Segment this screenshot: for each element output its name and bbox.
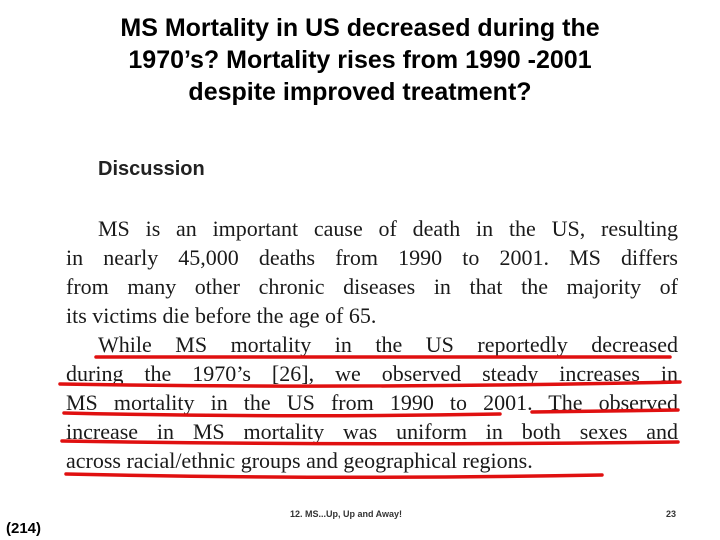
- excerpt-line-2: in nearly 45,000 deaths from 1990 to 2001. MS differs: [66, 245, 678, 270]
- excerpt-line-8: increase in MS mortality was uniform in both sexes and: [66, 419, 678, 444]
- reference-number: (214): [6, 520, 42, 537]
- excerpt-line-7: MS mortality in the US from 1990 to 2001. The observed: [66, 390, 678, 415]
- footer-slide-title: 12. MS...Up, Up and Away!: [290, 509, 403, 519]
- slide-title-line-3: despite improved treatment?: [188, 78, 532, 106]
- slide-title-line-1: MS Mortality in US decreased during the: [120, 14, 600, 42]
- excerpt-heading: Discussion: [98, 158, 205, 180]
- excerpt-line-1: MS is an important cause of death in the US, resulting: [98, 216, 678, 241]
- excerpt-line-3: from many other chronic diseases in that the majority of: [66, 274, 678, 299]
- excerpt-line-6: during the 1970’s [26], we observed steady increases in: [66, 361, 678, 386]
- slide-title: [20, 12, 700, 108]
- excerpt-line-9: across racial/ethnic groups and geographical regions.: [66, 448, 533, 473]
- excerpt-line-4: its victims die before the age of 65.: [66, 303, 377, 328]
- excerpt-line-5: While MS mortality in the US reportedly decreased: [98, 332, 678, 357]
- excerpt-body: [66, 214, 678, 475]
- footer-page-number: 23: [666, 509, 677, 519]
- slide-title-line-2: 1970’s? Mortality rises from 1990 -2001: [128, 46, 592, 74]
